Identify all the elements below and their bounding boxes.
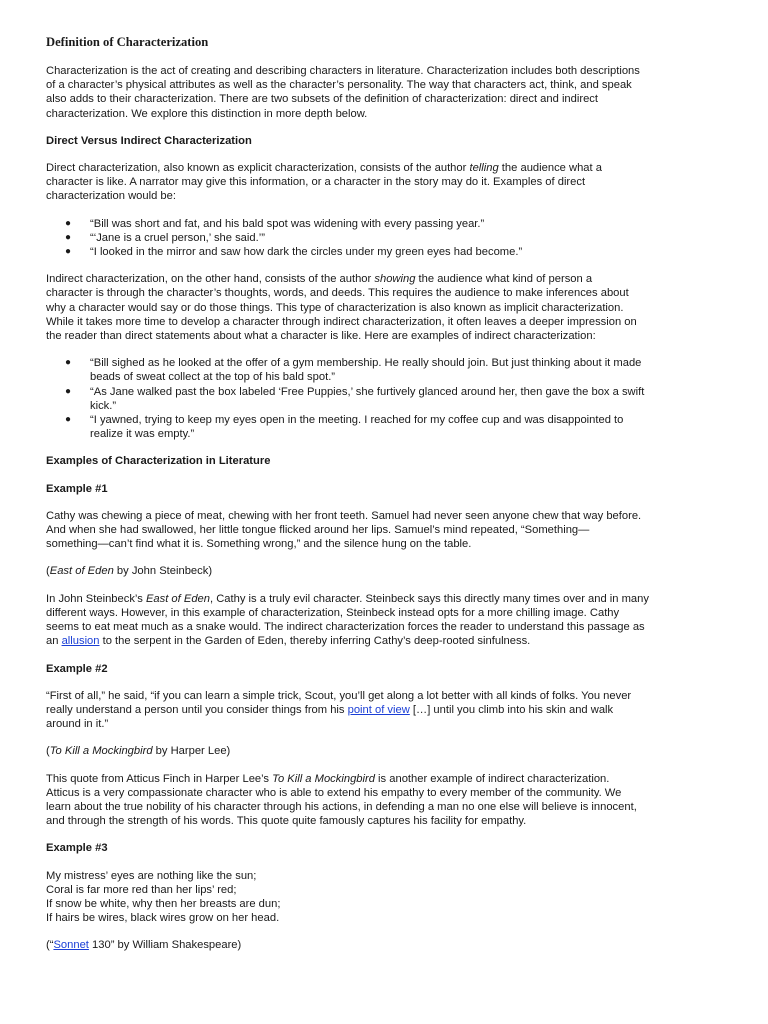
text-span: , Cathy is a truly evil character. Steinbeck says this directly many times over and in many [210, 592, 649, 605]
text-span: the reader than direct statements about what a character is like. Here are examples of indirect characterization: [46, 330, 596, 343]
text-span: by John Steinbeck) [113, 565, 213, 578]
emphasis-title: To Kill a Mockingbird [272, 772, 375, 785]
text-span: the audience what a [498, 162, 602, 175]
list-item [46, 217, 726, 231]
example-2-quote [46, 689, 726, 732]
example-1-analysis [46, 592, 726, 649]
intro-line: characterization. We explore this distinction in more depth below. [46, 107, 368, 120]
text-span: While it takes more time to develop a character through indirect characterization, it often leaves a deeper impression on [46, 315, 637, 328]
intro-line: of a character’s physical attributes as well as the character’s personality. The way that characters act, think, and speak [46, 79, 632, 92]
citation-title: East of Eden [49, 565, 114, 578]
text-span: In John Steinbeck’s [46, 592, 146, 605]
list-item-text: “I looked in the mirror and saw how dark the circles under my green eyes had become.” [90, 246, 523, 259]
list-item-text: “‘Jane is a cruel person,’ she said.’” [90, 231, 265, 244]
example-3-verse [46, 869, 726, 926]
text-span: why a character would say or do those things. This type of characterization is also known as implicit characterization. [46, 301, 624, 314]
bullet-icon: ● [65, 231, 72, 243]
example-2-analysis [46, 772, 726, 829]
bullet-icon: ● [65, 357, 72, 369]
bullet-icon: ● [65, 246, 72, 258]
example-3-citation [46, 938, 726, 952]
text-span: ( [46, 565, 50, 578]
emphasis-showing: showing [374, 273, 416, 286]
text-span: ( [46, 745, 50, 758]
text-span: Direct characterization, also known as explicit characterization, consists of the author [46, 162, 470, 175]
examples-heading: Examples of Characterization in Literature [46, 455, 271, 468]
list-item [46, 245, 726, 259]
text-span: around in it.” [46, 718, 109, 731]
example-1-quote [46, 509, 726, 552]
text-span: and through the strength of his words. This quote quite famously captures his facility for empathy. [46, 815, 527, 828]
text-span: 130” by William Shakespeare) [88, 939, 242, 952]
bullet-icon: ● [65, 414, 72, 426]
indirect-paragraph [46, 272, 726, 343]
verse-line: If snow be white, why then her breasts are dun; [46, 897, 281, 910]
list-item-text: “I yawned, trying to keep my eyes open in the meeting. I reached for my coffee cup and was disappointed to [90, 414, 624, 427]
citation-title: To Kill a Mockingbird [49, 745, 153, 758]
text-span: seems to eat meat much as a snake would. The indirect characterization forces the reader to understand this passage as [46, 621, 645, 634]
document-page [46, 34, 726, 966]
intro-paragraph [46, 64, 726, 121]
direct-examples-list [46, 217, 726, 260]
text-span: an [46, 635, 62, 648]
text-span: character is like. A narrator may give this information, or a character in the story may do it. Examples of direct [46, 176, 586, 189]
text-span: “First of all,” he said, “if you can learn a simple trick, Scout, you’ll get along a lot better with all kinds of folks. You never [46, 689, 632, 702]
text-span: something—can’t find what it is. Something wrong,” and the silence hung on the table. [46, 538, 472, 551]
bullet-icon: ● [65, 217, 72, 229]
point-of-view-link[interactable]: point of view [347, 703, 410, 716]
text-span: is another example of indirect characterization. [374, 772, 610, 785]
text-span: Cathy was chewing a piece of meat, chewing with her front teeth. Samuel had never seen anyone chew that way before. [46, 509, 642, 522]
list-item [46, 385, 726, 413]
list-item-text: realize it was empty.” [90, 428, 195, 441]
text-span: the audience what kind of person a [415, 273, 593, 286]
text-span: character is through the character’s thoughts, words, and deeds. This requires the audience to make inferences about [46, 287, 629, 300]
text-span: Atticus is a very compassionate character who is able to extend his empathy to every member of the community. We [46, 786, 622, 799]
emphasis-telling: telling [469, 162, 499, 175]
verse-line: If hairs be wires, black wires grow on her head. [46, 912, 280, 925]
direct-indirect-heading: Direct Versus Indirect Characterization [46, 134, 252, 147]
text-span: really understand a person until you consider things from his [46, 703, 348, 716]
text-span: This quote from Atticus Finch in Harper Lee’s [46, 772, 273, 785]
text-span: (“ [46, 939, 54, 952]
list-item [46, 413, 726, 441]
list-item [46, 356, 726, 384]
page-title: Definition of Characterization [46, 35, 209, 49]
indirect-examples-list [46, 356, 726, 441]
list-item-text: “Bill sighed as he looked at the offer of a gym membership. He really should join. But just thinking about it made [90, 357, 642, 370]
text-span: Indirect characterization, on the other hand, consists of the author [46, 273, 375, 286]
list-item [46, 231, 726, 245]
text-span: by Harper Lee) [152, 745, 231, 758]
example-1-heading: Example #1 [46, 482, 108, 495]
intro-line: also adds to their characterization. There are two subsets of the definition of characterization: direct and indirect [46, 93, 599, 106]
list-item-text: beads of sweat collect at the top of his bald spot.” [90, 371, 336, 384]
example-2-heading: Example #2 [46, 662, 108, 675]
list-item-text: kick.” [90, 399, 117, 412]
text-span: And when she had swallowed, her little tongue flicked around her lips. Samuel’s mind repeated, “Something— [46, 524, 590, 537]
verse-line: Coral is far more red than her lips’ red; [46, 883, 237, 896]
text-span: characterization would be: [46, 190, 176, 203]
list-item-text: “Bill was short and fat, and his bald spot was widening with every passing year.” [90, 217, 485, 230]
allusion-link[interactable]: allusion [61, 635, 100, 648]
sonnet-link[interactable]: Sonnet [53, 939, 89, 952]
text-span: different ways. However, in this example of characterization, Steinbeck instead opts for a more chilling image. Cathy [46, 606, 620, 619]
list-item-text: “As Jane walked past the box labeled ‘Free Puppies,’ she furtively glanced around her, then gave the box a swift [90, 385, 645, 398]
text-span: to the serpent in the Garden of Eden, thereby inferring Cathy’s deep-rooted sinfulness. [99, 635, 531, 648]
text-span: learn about the true nobility of his character through his actions, in defending a man no one else will believe is innocent, [46, 800, 637, 813]
example-3-heading: Example #3 [46, 842, 108, 855]
text-span: […] until you climb into his skin and walk [409, 703, 614, 716]
example-2-citation [46, 744, 726, 758]
bullet-icon: ● [65, 385, 72, 397]
example-1-citation [46, 564, 726, 578]
verse-line: My mistress’ eyes are nothing like the sun; [46, 869, 257, 882]
direct-paragraph [46, 161, 726, 204]
intro-line: Characterization is the act of creating and describing characters in literature. Characterization includes both descriptions [46, 65, 640, 77]
emphasis-title: East of Eden [145, 592, 210, 605]
